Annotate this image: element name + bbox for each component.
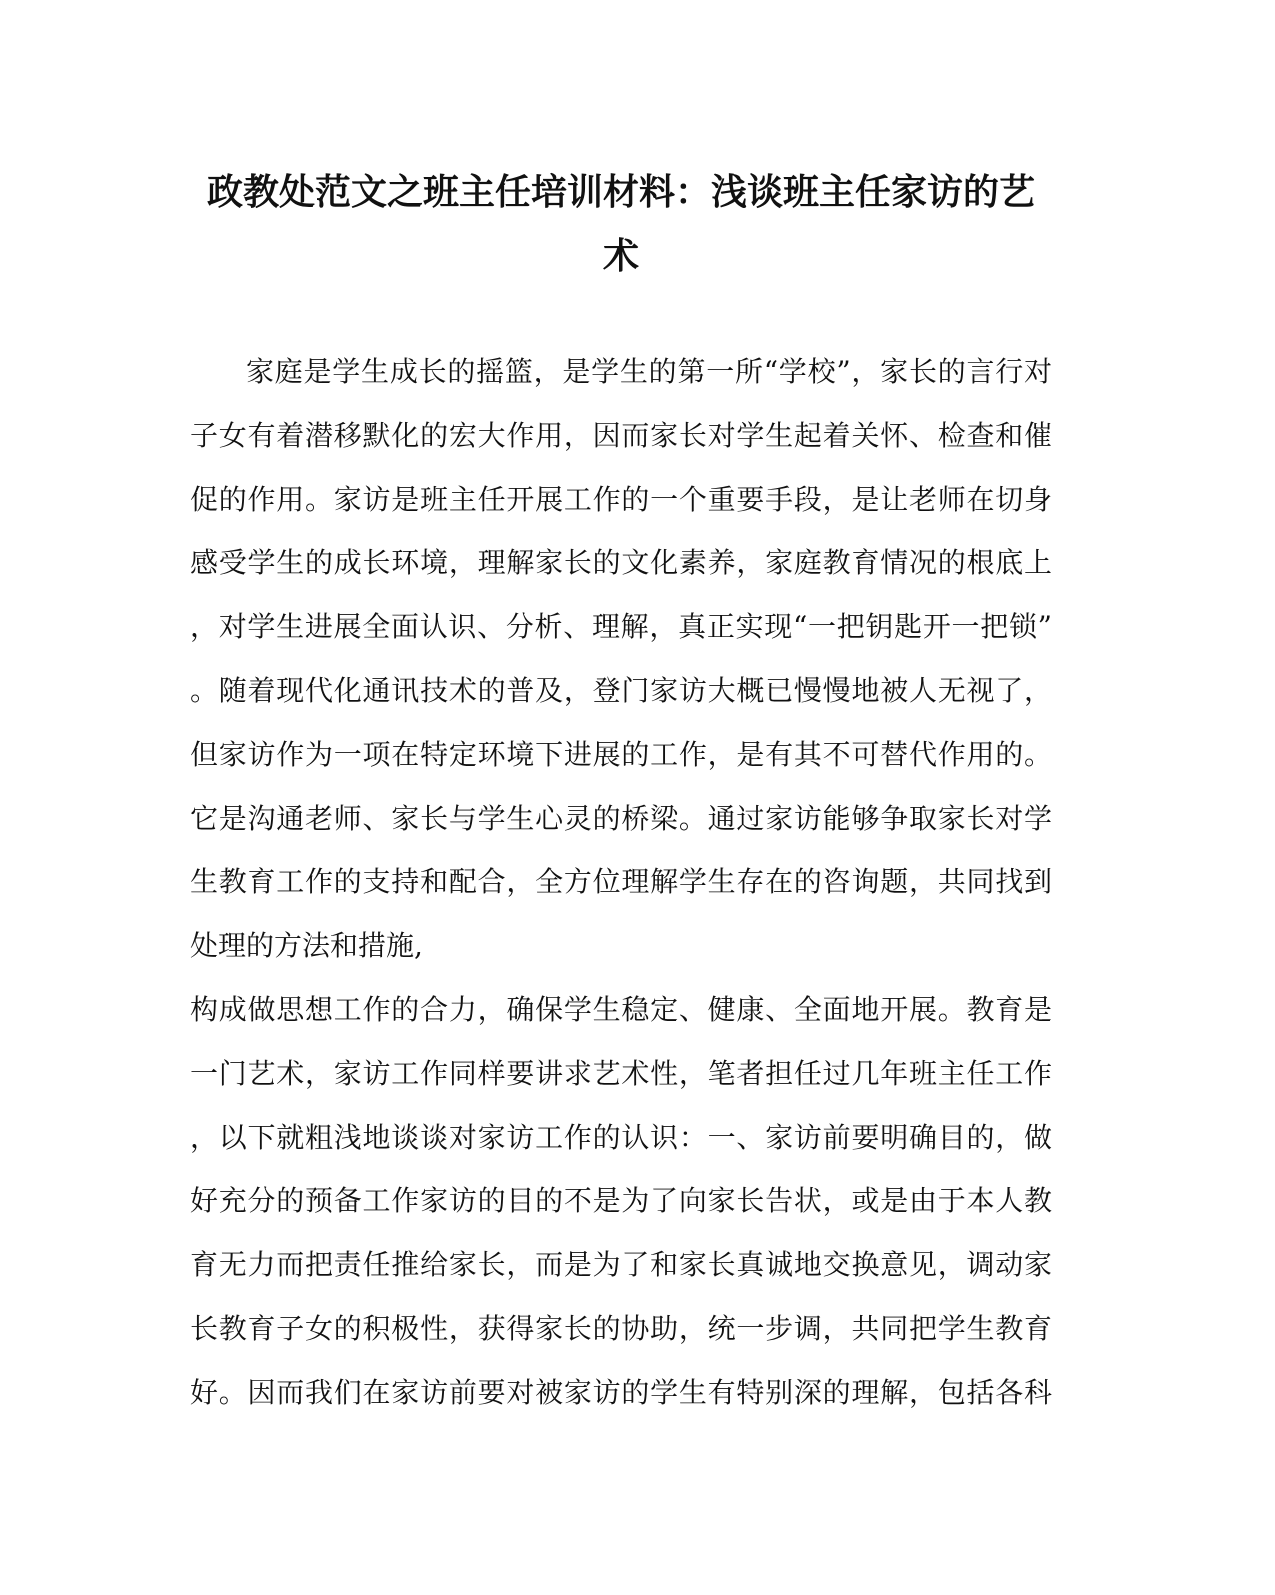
body-line: 生教育工作的支持和配合，全方位理解学生存在的咨询题，共同找到 (190, 865, 1052, 899)
body-line: 育无力而把责任推给家长，而是为了和家长真诚地交换意见，调动家 (190, 1248, 1052, 1282)
body-line: 。随着现代化通讯技术的普及，登门家访大概已慢慢地被人无视了， (190, 673, 1052, 707)
body-line: 处理的方法和措施, (190, 929, 423, 963)
title-line-1: 政教处范文之班主任培训材料：浅谈班主任家访的艺 (206, 171, 1035, 213)
document-title (190, 160, 1052, 288)
body-line: 促的作用。家访是班主任开展工作的一个重要手段，是让老师在切身 (190, 482, 1052, 516)
body-line: 一门艺术，家访工作同样要讲求艺术性，笔者担任过几年班主任工作 (190, 1056, 1052, 1090)
body-line: ，以下就粗浅地谈谈对家访工作的认识：一、家访前要明确目的，做 (190, 1120, 1052, 1154)
body-line: 好。因而我们在家访前要对被家访的学生有特别深的理解，包括各科 (190, 1375, 1052, 1409)
title-line-2: 术 (602, 235, 639, 277)
body-line: 子女有着潜移默化的宏大作用，因而家长对学生起着关怀、检查和催 (190, 418, 1052, 452)
body-line: 但家访作为一项在特定环境下进展的工作，是有其不可替代作用的。 (190, 737, 1052, 771)
body-line: 好充分的预备工作家访的目的不是为了向家长告状，或是由于本人教 (190, 1184, 1052, 1218)
body-line: 长教育子女的积极性，获得家长的协助，统一步调，共同把学生教育 (190, 1311, 1052, 1345)
body-line: 感受学生的成长环境，理解家长的文化素养，家庭教育情况的根底上 (190, 546, 1052, 580)
body-line: ，对学生进展全面认识、分析、理解，真正实现“一把钥匙开一把锁” (190, 610, 1052, 644)
document-body (190, 340, 1052, 1425)
body-line: 它是沟通老师、家长与学生心灵的桥梁。通过家访能够争取家长对学 (190, 801, 1052, 835)
body-line: 家庭是学生成长的摇篮，是学生的第一所“学校”，家长的言行对 (246, 355, 1052, 388)
body-line: 构成做思想工作的合力，确保学生稳定、健康、全面地开展。教育是 (190, 992, 1052, 1026)
